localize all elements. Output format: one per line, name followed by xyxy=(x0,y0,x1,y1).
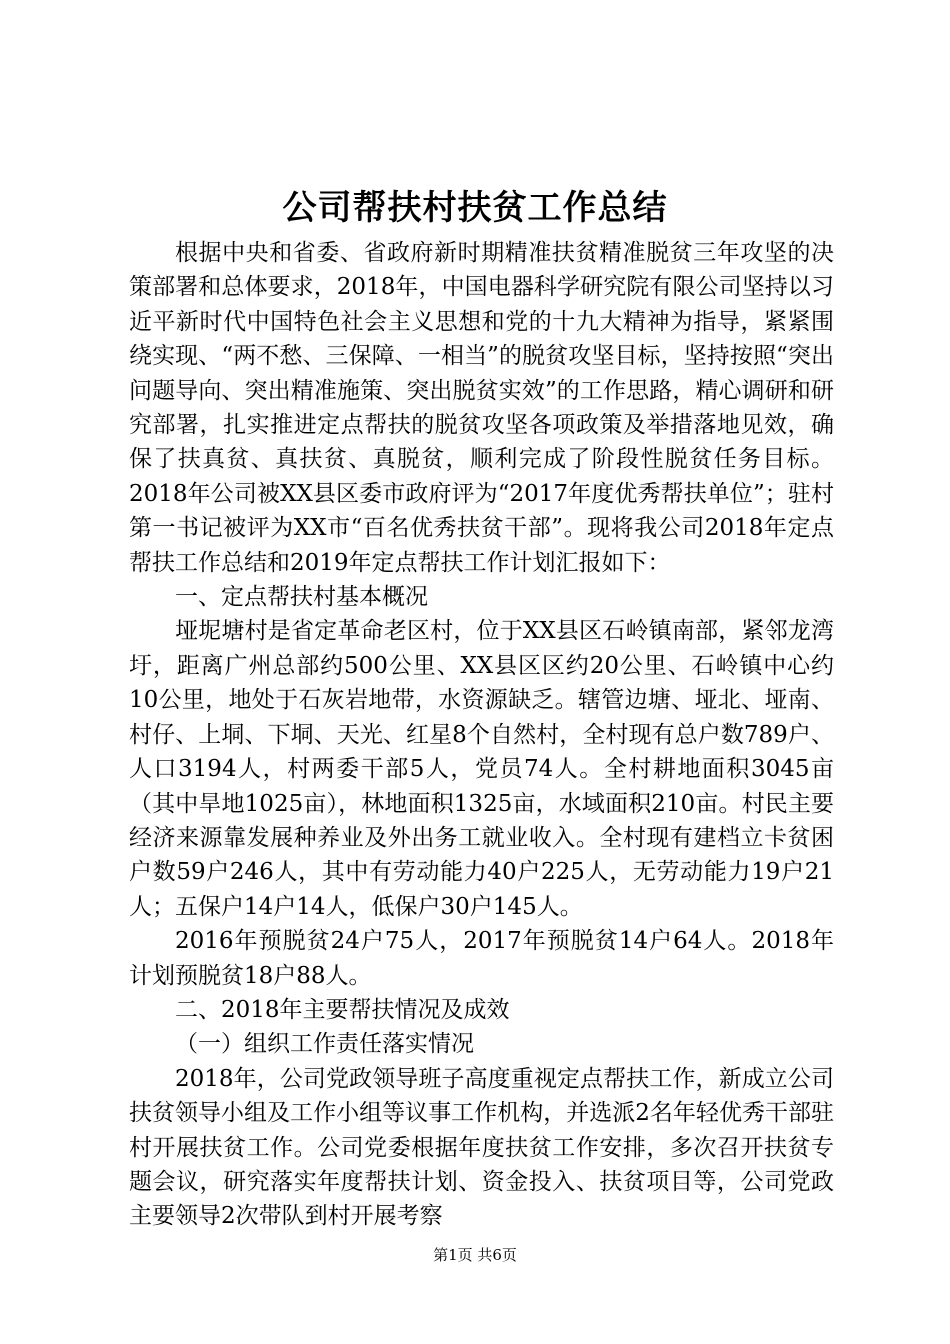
subsection-heading-1: （一）组织工作责任落实情况 xyxy=(175,1031,474,1058)
page-footer: 第1页 共6页 xyxy=(433,1246,517,1264)
organization-paragraph: 2018年，公司党政领导班子高度重视定点帮扶工作，新成立公司扶贫领导小组及工作小组等议事工作机构，并选派2名年轻优秀干部驻村开展扶贫工作。公司党委根据年度扶贫工作安排，多次召开扶贫专题会议，研究落实年度帮扶计划、资金投入、扶贫项目等，公司党政主要领导2次带队到村开展考察 xyxy=(129,1065,834,1230)
poverty-stats-paragraph: 2016年预脱贫24户75人，2017年预脱贫14户64人。2018年计划预脱贫18户88人。 xyxy=(129,928,834,989)
village-overview-paragraph: 垭坭塘村是省定革命老区村，位于XX县区石岭镇南部，紧邻龙湾圩，距离广州总部约500公里、XX县区区约20公里、石岭镇中心约10公里，地处于石灰岩地带，水资源缺乏。辖管边塘、垭北、垭南、村仔、上垌、下垌、天光、红星8个自然村，全村现有总户数789户、人口3194人，村两委干部5人，党员74人。全村耕地面积3045亩（其中旱地1025亩），林地面积1325亩，水域面积210亩。村民主要经济来源靠发展种养业及外出务工就业收入。全村现有建档立卡贫困户数59户246人，其中有劳动能力40户225人，无劳动能力19户21人；五保户14户14人，低保户30户145人。 xyxy=(129,618,834,920)
intro-paragraph: 根据中央和省委、省政府新时期精准扶贫精准脱贫三年攻坚的决策部署和总体要求，2018年，中国电器科学研究院有限公司坚持以习近平新时代中国特色社会主义思想和党的十九大精神为指导，紧紧围绕实现、“两不愁、三保障、一相当”的脱贫攻坚目标，坚持按照“突出问题导向、突出精准施策、突出脱贫实效”的工作思路，精心调研和研究部署，扎实推进定点帮扶的脱贫攻坚各项政策及举措落地见效，确保了扶真贫、真扶贫、真脱贫，顺利完成了阶段性脱贫任务目标。2018年公司被XX县区委市政府评为“2017年度优秀帮扶单位”；驻村第一书记被评为XX市“百名优秀扶贫干部”。现将我公司2018年定点帮扶工作总结和2019年定点帮扶工作计划汇报如下： xyxy=(129,240,834,576)
section-heading-1: 一、定点帮扶村基本概况 xyxy=(175,584,428,611)
document-body xyxy=(129,236,834,1234)
document-title: 公司帮扶村扶贫工作总结 xyxy=(282,188,668,228)
section-heading-2: 二、2018年主要帮扶情况及成效 xyxy=(175,996,510,1023)
